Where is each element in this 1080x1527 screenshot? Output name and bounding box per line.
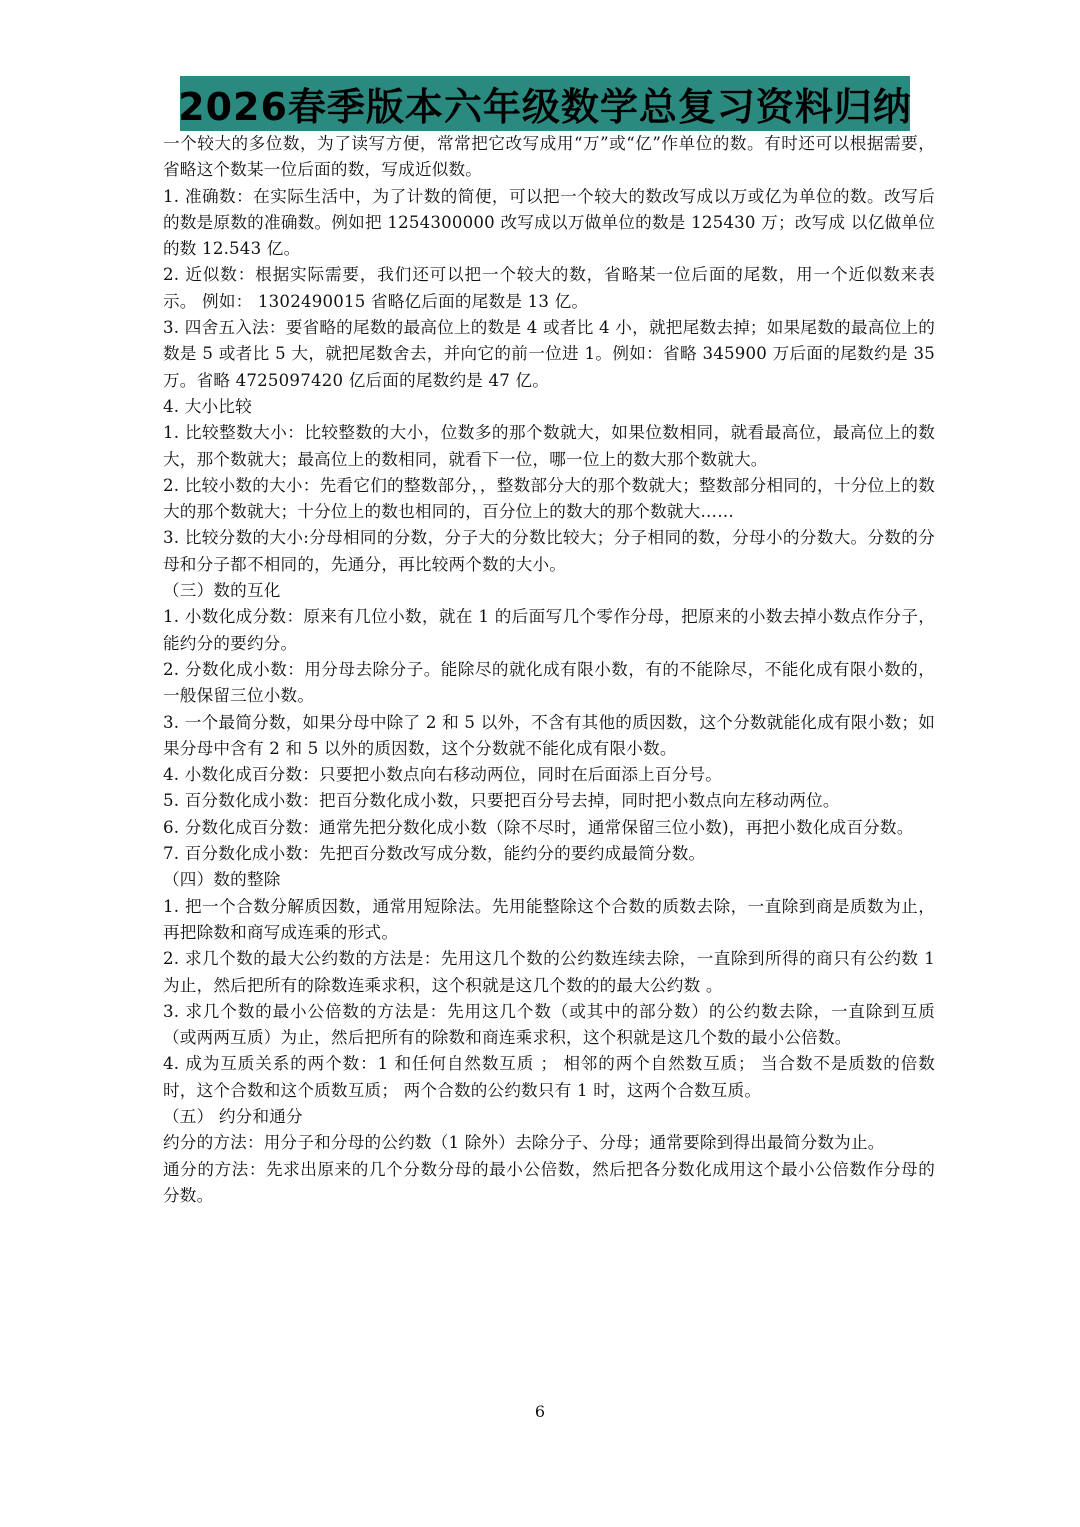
paragraph-compare-decimals: 2. 比较小数的大小：先看它们的整数部分，，整数部分大的那个数就大；整数部分相同的，十分位上的数大的那个数就大；十分位上的数也相同的，百分位上的数大的那个数就大…… (163, 475, 935, 522)
paragraph-compare-fractions: 3. 比较分数的大小:分母相同的分数，分子大的分数比较大；分子相同的数，分母小的分数大。分数的分母和分子都不相同的，先通分，再比较两个数的大小。 (163, 528, 935, 574)
paragraph-reduction-method: 约分的方法：用分子和分母的公约数（1 除外）去除分子、分母；通常要除到得出最简分数为止。 (163, 1133, 885, 1153)
paragraph-approximate-number: 2. 近似数：根据实际需要，我们还可以把一个较大的数，省略某一位后面的尾数，用一个近似数来表示。 例如： 1302490015 省略亿后面的尾数是 13 亿。 (163, 265, 935, 311)
section-heading-conversion: （三）数的互化 (163, 581, 281, 601)
paragraph-percent-to-decimal: 5. 百分数化成小数：把百分数化成小数，只要把百分号去掉，同时把小数点向左移动两位。 (163, 791, 840, 811)
paragraph-common-denominator-method: 通分的方法：先求出原来的几个分数分母的最小公倍数，然后把各分数化成用这个最小公倍数作分母的分数。 (163, 1159, 935, 1205)
paragraph-compare-integers: 1. 比较整数大小：比较整数的大小，位数多的那个数就大，如果位数相同，就看最高位，最高位上的数大，那个数就大；最高位上的数相同，就看下一位，哪一位上的数大那个数就大。 (163, 423, 935, 469)
paragraph-simplest-fraction: 3. 一个最简分数，如果分母中除了 2 和 5 以外，不含有其他的质因数，这个分数就能化成有限小数；如果分母中含有 2 和 5 以外的质因数，这个分数就不能化成有限小数。 (163, 712, 935, 758)
paragraph-percent-to-fraction: 7. 百分数化成小数：先把百分数改写成分数，能约分的要约成最简分数。 (163, 844, 706, 864)
paragraph-exact-number: 1. 准确数：在实际生活中，为了计数的简便，可以把一个较大的数改写成以万或亿为单位的数。改写后的数是原数的准确数。例如把 1254300000 改写成以万做单位的数是 125430 万；改写成 以亿做单位 的数 12.543 亿。 (163, 186, 935, 259)
title-banner (180, 76, 910, 131)
paragraph-coprime: 4. 成为互质关系的两个数：1 和任何自然数互质 ； 相邻的两个自然数互质； 当合数不是质数的倍数时，这个合数和这个质数互质； 两个合数的公约数只有 1 时，这两个合数互质。 (163, 1054, 935, 1100)
section-heading-reduce-common-denominator: （五） 约分和通分 (163, 1106, 303, 1126)
paragraph-rounding: 3. 四舍五入法：要省略的尾数的最高位上的数是 4 或者比 4 小，就把尾数去掉；如果尾数的最高位上的数是 5 或者比 5 大，就把尾数舍去，并向它的前一位进 1。例如：省略 345900 万后面的尾数约是 35 万。省略 4725097420 亿后面的尾数约是 47 亿。 (163, 318, 935, 390)
page-title: 2026春季版本六年级数学总复习资料归纳 (178, 85, 912, 129)
section-heading-divisibility: （四）数的整除 (163, 870, 281, 890)
paragraph-decimal-to-fraction: 1. 小数化成分数：原来有几位小数，就在 1 的后面写几个零作分母，把原来的小数去掉小数点作分子，能约分的要约分。 (163, 607, 935, 653)
document-body (163, 131, 935, 1209)
paragraph-fraction-to-decimal: 2. 分数化成小数：用分母去除分子。能除尽的就化成有限小数，有的不能除尽，不能化成有限小数的，一般保留三位小数。 (163, 659, 935, 706)
paragraph-fraction-to-percent: 6. 分数化成百分数：通常先把分数化成小数（除不尽时，通常保留三位小数)，再把小数化成百分数。 (163, 817, 914, 837)
paragraph-decimal-to-percent: 4. 小数化成百分数：只要把小数点向右移动两位，同时在后面添上百分号。 (163, 765, 723, 785)
page-number: 6 (534, 1402, 546, 1421)
paragraph-intro: 一个较大的多位数，为了读写方便，常常把它改写成用“万”或“亿”作单位的数。有时还可以根据需要，省略这个数某一位后面的数，写成近似数。 (163, 134, 935, 180)
paragraph-gcd: 2. 求几个数的最大公约数的方法是：先用这几个数的公约数连续去除，一直除到所得的商只有公约数 1 为止，然后把所有的除数连乘求积，这个积就是这几个数的的最大公约数 。 (163, 949, 935, 995)
paragraph-lcm: 3. 求几个数的最小公倍数的方法是：先用这几个数（或其中的部分数）的公约数去除，一直除到互质（或两两互质）为止，然后把所有的除数和商连乘求积，这个积就是这几个数的最小公倍数。 (163, 1001, 935, 1048)
section-heading-comparison: 4. 大小比较 (163, 396, 252, 416)
paragraph-prime-factorization: 1. 把一个合数分解质因数，通常用短除法。先用能整除这个合数的质数去除，一直除到商是质数为止，再把除数和商写成连乘的形式。 (163, 896, 935, 942)
